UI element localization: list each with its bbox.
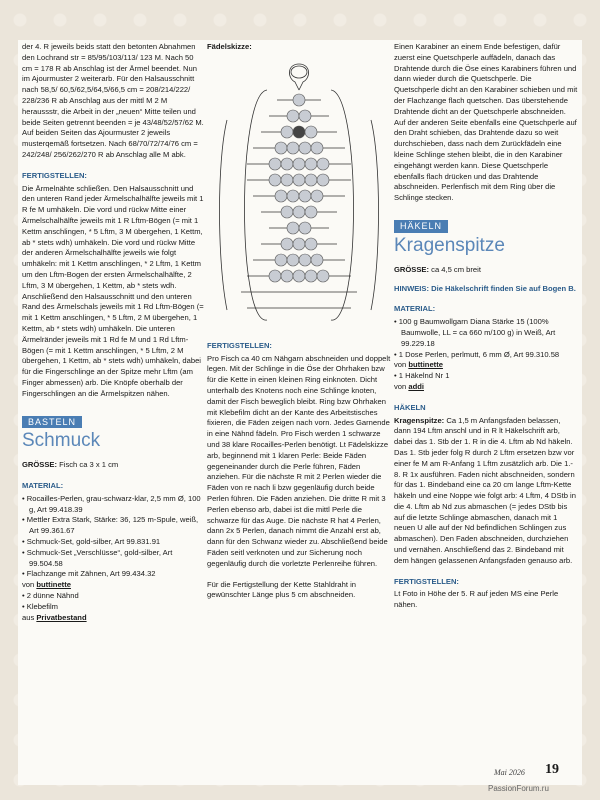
source-line [394, 382, 578, 393]
column-right [394, 42, 578, 621]
issue-label: Mai 2026 [494, 768, 525, 777]
brand-addi: addi [408, 381, 424, 391]
section-title-schmuck: Schmuck [22, 430, 101, 452]
material-item: • Mettler Extra Stark, Stärke: 36, 125 m-Spule, weiß, Art 99.361.67 [22, 515, 199, 536]
section-title-kragenspitze: Kragenspitze [394, 234, 505, 256]
size-value: ca 4,5 cm breit [429, 264, 481, 274]
size-label: GRÖSSE: [394, 264, 430, 274]
source-prefix: von [394, 381, 409, 391]
size-label: GRÖSSE: [22, 460, 58, 470]
size-value: Fisch ca 3 x 1 cm [57, 460, 119, 470]
clasp-text: Einen Karabiner an einem Ende befestigen, dafür zuerst eine Quetschperle auffädeln, danach das Drahtende durch die Öse eines Karabiners führen und dann wieder durch die Quetschperle. Die Quetschperle dicht an den Karabiner schieben und mit der Flachzange flach quetschen. Das überstehende Drahtende dicht an der Quetschperle abschneiden. Auf der anderen Seite ebenfalls eine Quetschperle auf den Draht schieben, das Drahtende dazu so weit durchschieben, dass nach dem Zurückfädeln eine kleine Schlinge stehen bleibt, die in den Karabiner eingehängt werden kann. Diese Quetschperle ebenfalls flach drücken und das Drahtende abschneiden. Perlenfisch mit dem Ring über die Schlinge stecken. [394, 42, 578, 203]
finishing-text: Die Ärmelnähte schließen. Den Halsausschnitt und den unteren Rand jeder Ärmelschalhälfte jeweils mit 1 R fe M umhäkeln. Die vord und rückw Mitte einer Ärmelschalhälfte jeweils mit 1 R Lftm-Bögen (= mit 1 Kettm anschlingen, * 5 Lftm, 3 M übergehen, 1 Kettm, ab * stets wdh) umhäkeln. Die vord und rückw Mitte der anderen Ärmelschalhälfte jeweils wie folgt umhäkeln: mit 1 Kettm anschlingen, * 2 Lftm, 1 Kettm um den Lftm-Bogen der ersten Ärmelschalhälfte, 2 Lftm, 3 M übergehen, 1 Kettm, ab * stets wdh. Anschließend den Halsausschnitt und den unteren Rand des Ärmelschals jeweils mit 1 Rd Lftm-Bögen (= mit 1 Kettm anschlingen, * 5 Lftm, 2 M übergehen, 1 Kettm, ab * stets wdh) umhäkeln. Die unteren Ärmelränder jeweils mit 1 Rd fe M und 1 Rd Lftm-Bögen (= mit 1 Kettm anschlingen, * 5 Lftm, 2 M übergehen, 1 Kettm, ab * stets wdh) umhäkeln, dabei für die Fingerschlinge an der Spitze mehr Lftm (am Finger abmessen) arb. Die Knöpfe oberhalb der Fingerschlingen an die Ärmelspitzen nähen. [22, 183, 204, 398]
category-tag-basteln: BASTELN [22, 416, 82, 429]
material-heading: MATERIAL: [22, 481, 64, 491]
column-left [22, 42, 204, 623]
brand-privatbestand: Privatbestand [36, 612, 87, 622]
material-item: • 2 dünne Nähnd [22, 591, 79, 601]
finishing-text: Pro Fisch ca 40 cm Nähgarn abschneiden und doppelt legen. Mit der Schlinge in die Öse der Ohrhaken bzw für die Kette in einen kleinen Ring einknoten. Dicht unterhalb des Knotens noch eine Schlinge knoten, damit der Fisch beweglich bleibt. Ring bzw Ohrhaken mit Klebefilm dicht an der Kante des Arbeitstisches fixieren, die Fäden zeigen nach vorn. Jedes Garnende in eine Nähnd fädeln. Pro Fisch werden 1 schwarze und 38 klare Rocailles-Perlen benötigt. Lt Fädelskizze arb, beginnend mit 1 klaren Perle: Beide Fäden gegeneinander durch die Perle führen, Fäden anziehen. Für die nächste R mit 2 Perlen wieder die Fäden von re nach li bzw gegenläufig durch beide Perlen führen. Die Fäden anziehen. Die dritte R mit 3 Perlen ebenso arb, dabei ist die mittl Perle die schwarze für das Auge. Die nächste R hat 4 Perlen, dann 2x 5 Perlen, danach nimmt die Anzahl erst ab, dann für den Schwanz wieder zu. Abschließend beide Fäden seitl verknoten und zur Sicherung noch gegenläufig durch die vorletzte Perlenreihe führen. [207, 353, 391, 568]
material-list-2 [22, 591, 204, 613]
finishing-heading: FERTIGSTELLEN: [394, 576, 459, 586]
finishing-heading: FERTIGSTELLEN: [22, 170, 87, 180]
material-item: • Schmuck-Set, gold-silber, Art 99.831.91 [22, 537, 161, 547]
source-prefix: von [22, 580, 37, 590]
sketch-title: Fädelskizze: [207, 42, 252, 51]
source-line [22, 613, 204, 624]
page-number: 19 [545, 762, 559, 777]
source-line [22, 580, 204, 591]
material-heading: MATERIAL: [394, 304, 436, 314]
material-item: • 100 g Baumwollgarn Diana Stärke 15 (100% Baumwolle, LL = ca 660 m/100 g) in Weiß, Art 99.229.18 [394, 317, 556, 348]
category-tag-haekeln: HÄKELN [394, 220, 448, 233]
size-line [394, 265, 578, 276]
watermark: PassionForum.ru [488, 784, 549, 793]
source-line [394, 360, 578, 371]
material-item: • 1 Häkelnd Nr 1 [394, 371, 450, 381]
material-item: • 1 Dose Perlen, perlmutt, 6 mm Ø, Art 99.310.58 [394, 349, 560, 359]
material-item: • Rocailles-Perlen, grau-schwarz-klar, 2,5 mm Ø, 100 g, Art 99.418.39 [22, 493, 201, 514]
finishing-text: Lt Foto in Höhe der 5. R auf jeden MS eine Perle nähen. [394, 589, 559, 610]
hint-text: HINWEIS: Die Häkelschrift finden Sie auf Bogen B. [394, 283, 576, 293]
brand-buttinette: buttinette [408, 360, 443, 370]
haekeln-label: Kragenspitze: [394, 415, 445, 425]
chain-text: Für die Fertigstellung der Kette Stahldraht in gewünschter Länge plus 5 cm abschneiden. [207, 579, 357, 600]
source-prefix: von [394, 360, 409, 370]
material-item: • Schmuck-Set „Verschlüsse“, gold-silber, Art 99.504.58 [22, 547, 173, 568]
size-line [22, 460, 204, 471]
material-item: • Klebefilm [22, 601, 58, 611]
haekeln-heading: HÄKELN [394, 402, 426, 412]
beading-sketch [207, 60, 391, 332]
material-list [22, 494, 204, 580]
brand-buttinette: buttinette [36, 580, 71, 590]
material-list-2 [394, 371, 578, 382]
material-item: • Flachzange mit Zähnen, Art 99.434.32 [22, 569, 156, 579]
material-list [394, 317, 578, 360]
haekeln-text [394, 416, 578, 567]
finishing-heading: FERTIGSTELLEN: [207, 340, 272, 350]
source-prefix: aus [22, 612, 37, 622]
knit-continuation-text: der 4. R jeweils beids statt den betonten Abnahmen den Lochrand str = 85/95/103/113/ 123 M. Nach 50 cm = 178 R ab Anschlag ist der Ärmel beendet. Nun im Ajourmuster 2 weiterarb. Für den Halsausschnitt nach 58,5/ 60,5/62,5/64,5/66,5 cm = 208/214/222/ 228/236 R ab Anschlag aus der mittl M 2 M heraussstr, die Arbeit in der „neuen“ Mitte teilen und beide Seiten getrennt beenden = je 43/48/52/57/62 M. Auf beiden Seiten das Ajourmuster 2 jeweils musterqemäß fortsetzen. Nach 68/70/72/74/76 cm = 242/248/ 256/262/270 R ab Anschlag alle M abk. [22, 42, 204, 159]
haekeln-body: Ca 1,5 m Anfangsfaden belassen, dann 194 Lftm anschl und in R lt Häkelschrift arb, dabei das 1. Stb der 1. R in die 4. Lftm ab Nd häkeln. Das 1. Stb jeder folg R durch 2 Lftm ersetzen bzw vor einer fe M am R-Anfang 1 Lftm zusätzlich arb. Die 1.- 8. R 1x ausführen. Faden nicht abschneiden, sondern für das 1. Bindeband eine ca 20 cm lange Lftm-Kette häkeln und eine Noppe wie folgt arb: 4 Lftm, 4 DStb in die 4. Lftm ab Nd zus abmaschen (= jedes DStb bis auf die letzte Schlinge abmaschen, danach mit 1 neuen U alle auf der Nd befindlichen Schlingen zus abmaschen). Den Faden abschneiden, durchziehen und vernähen. Anschließend das 2. Bindeband mit dem hängen gelassenen Anfangsfaden genauso arb. [394, 415, 576, 565]
